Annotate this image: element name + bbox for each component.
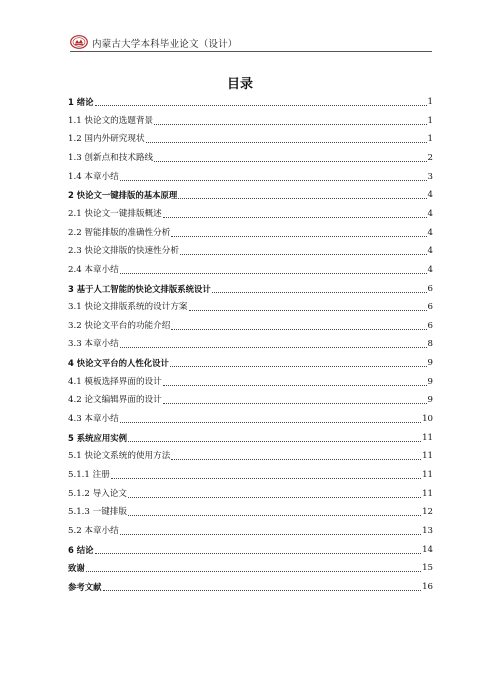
toc-entry-page-number: 4 [427,208,433,219]
toc-entry-page-number: 11 [422,470,433,480]
header-title: 内蒙古大学本科毕业论文（设计） [92,39,238,50]
toc-entry-label: 3.1 快论文排版系统的设计方案 [68,302,188,313]
toc-entry-page-number: 10 [422,414,433,425]
dot-leader [95,553,422,554]
dot-leader [120,347,427,348]
dot-leader [171,459,421,460]
toc-entry[interactable] [68,448,433,462]
toc-entry-label: 1.4 本章小结 [68,171,119,182]
dot-leader [178,198,426,199]
toc-entry[interactable] [68,225,433,239]
toc-entry[interactable] [68,579,433,593]
toc-entry[interactable] [68,94,433,108]
toc-entry-label: 参考文献 [68,581,102,592]
toc-entry-page-number: 16 [422,581,433,592]
toc-entry[interactable] [68,560,433,574]
toc-entry-label: 1 绪论 [68,97,94,107]
toc-entry-label: 4.3 本章小结 [68,414,119,425]
toc-entry-label: 5.1.1 注册 [68,470,110,480]
toc-entry-page-number: 2 [427,152,433,163]
dot-leader [120,422,421,423]
toc-entry-page-number: 4 [427,190,433,201]
dot-leader [103,590,422,591]
dot-leader [180,254,427,255]
university-seal-icon [70,34,88,48]
page-header [70,34,432,52]
toc-entry[interactable] [68,299,433,313]
toc-entry-page-number: 9 [427,376,433,387]
toc-entry-label: 1.2 国内外研究现状 [68,134,145,145]
toc-title: 目录 [226,77,253,92]
dot-leader [95,105,427,106]
dot-leader [163,217,427,218]
dot-leader [170,366,427,367]
dot-leader [163,403,427,404]
toc-entry[interactable] [68,318,433,332]
toc-entry-label: 2 快论文一键排版的基本原理 [68,190,178,201]
toc-entry[interactable] [68,336,433,350]
toc-entry-label: 2.3 快论文排版的快速性分析 [68,246,179,257]
dot-leader [154,161,426,162]
toc-entry-page-number: 15 [422,563,433,574]
toc-entry[interactable] [68,504,433,518]
toc-entry-label: 5.1 快论文系统的使用方法 [68,451,171,462]
dot-leader [120,534,421,535]
dot-leader [154,124,426,125]
toc-entry-label: 5.1.3 一键排版 [68,507,127,518]
toc-entry-page-number: 1 [427,134,433,145]
toc-entry-page-number: 8 [427,339,433,350]
toc-entry-page-number: 4 [427,227,433,238]
toc-entry[interactable] [68,206,433,220]
toc-entry-label: 4.2 论文编辑界面的设计 [68,395,162,406]
toc-entry-label: 4.1 模板选择界面的设计 [68,376,162,387]
dot-leader [128,441,421,442]
toc-entry-page-number: 4 [427,264,433,275]
toc-entry-label: 3 基于人工智能的快论文排版系统设计 [68,283,211,294]
toc-entry[interactable] [68,374,433,388]
toc-entry-page-number: 12 [422,507,433,518]
toc-entry-page-number: 1 [427,97,433,107]
toc-entry-label: 4 快论文平台的人性化设计 [68,358,169,369]
toc-entry-page-number: 3 [427,171,433,182]
dot-leader [128,515,421,516]
toc-entry-page-number: 13 [422,525,433,536]
toc-entry-label: 2.4 本章小结 [68,264,119,275]
toc-entry[interactable] [68,467,433,481]
toc-entry-page-number: 11 [422,432,433,443]
dot-leader [128,497,421,498]
toc-entry[interactable] [68,542,433,556]
toc-entry-page-number: 6 [427,283,433,294]
toc-entry-page-number: 9 [427,358,433,369]
toc-entry-label: 1.1 快论文的选题背景 [68,115,154,126]
toc-entry-label: 2.2 智能排版的准确性分析 [68,227,171,238]
toc-entry[interactable] [68,113,433,127]
dot-leader [146,142,427,143]
toc-entry-page-number: 6 [427,302,433,313]
dot-leader [171,236,426,237]
dot-leader [111,478,421,479]
toc-entry-label: 3.3 本章小结 [68,339,119,350]
toc-entry[interactable] [68,486,433,500]
toc-entry-label: 1.3 创新点和技术路线 [68,152,154,163]
dot-leader [189,310,427,311]
toc-entry[interactable] [68,411,433,425]
toc-entry-page-number: 11 [422,488,433,499]
toc-entry[interactable] [68,430,433,444]
toc-entry-page-number: 6 [427,320,433,331]
dot-leader [120,180,427,181]
toc-entry-page-number: 9 [427,395,433,406]
header-divider [70,51,432,52]
toc-entry-label: 6 结论 [68,544,94,555]
dot-leader [163,385,427,386]
toc-entry[interactable] [68,187,433,201]
toc-entry[interactable] [68,150,433,164]
toc-entry-page-number: 11 [422,451,433,462]
dot-leader [120,273,427,274]
toc-entry-label: 致谢 [68,563,85,574]
toc-entry[interactable] [68,243,433,257]
toc-entry[interactable] [68,131,433,145]
toc-entry-label: 5.1.2 导入论文 [68,488,127,499]
toc-entry-page-number: 14 [422,544,433,555]
toc-entry-page-number: 1 [427,115,433,126]
toc-entry-label: 2.1 快论文一键排版概述 [68,208,162,219]
toc-entry[interactable] [68,281,433,295]
toc-entry[interactable] [68,169,433,183]
toc-entry-label: 5.2 本章小结 [68,525,119,536]
toc-entry[interactable] [68,262,433,276]
dot-leader [86,571,421,572]
toc-entry[interactable] [68,523,433,537]
toc-entry-label: 5 系统应用实例 [68,432,127,443]
dot-leader [212,292,427,293]
toc-entry-label: 3.2 快论文平台的功能介绍 [68,320,171,331]
dot-leader [171,329,426,330]
toc-entry-page-number: 4 [427,246,433,257]
toc-entry[interactable] [68,392,433,406]
toc-entry[interactable] [68,355,433,369]
